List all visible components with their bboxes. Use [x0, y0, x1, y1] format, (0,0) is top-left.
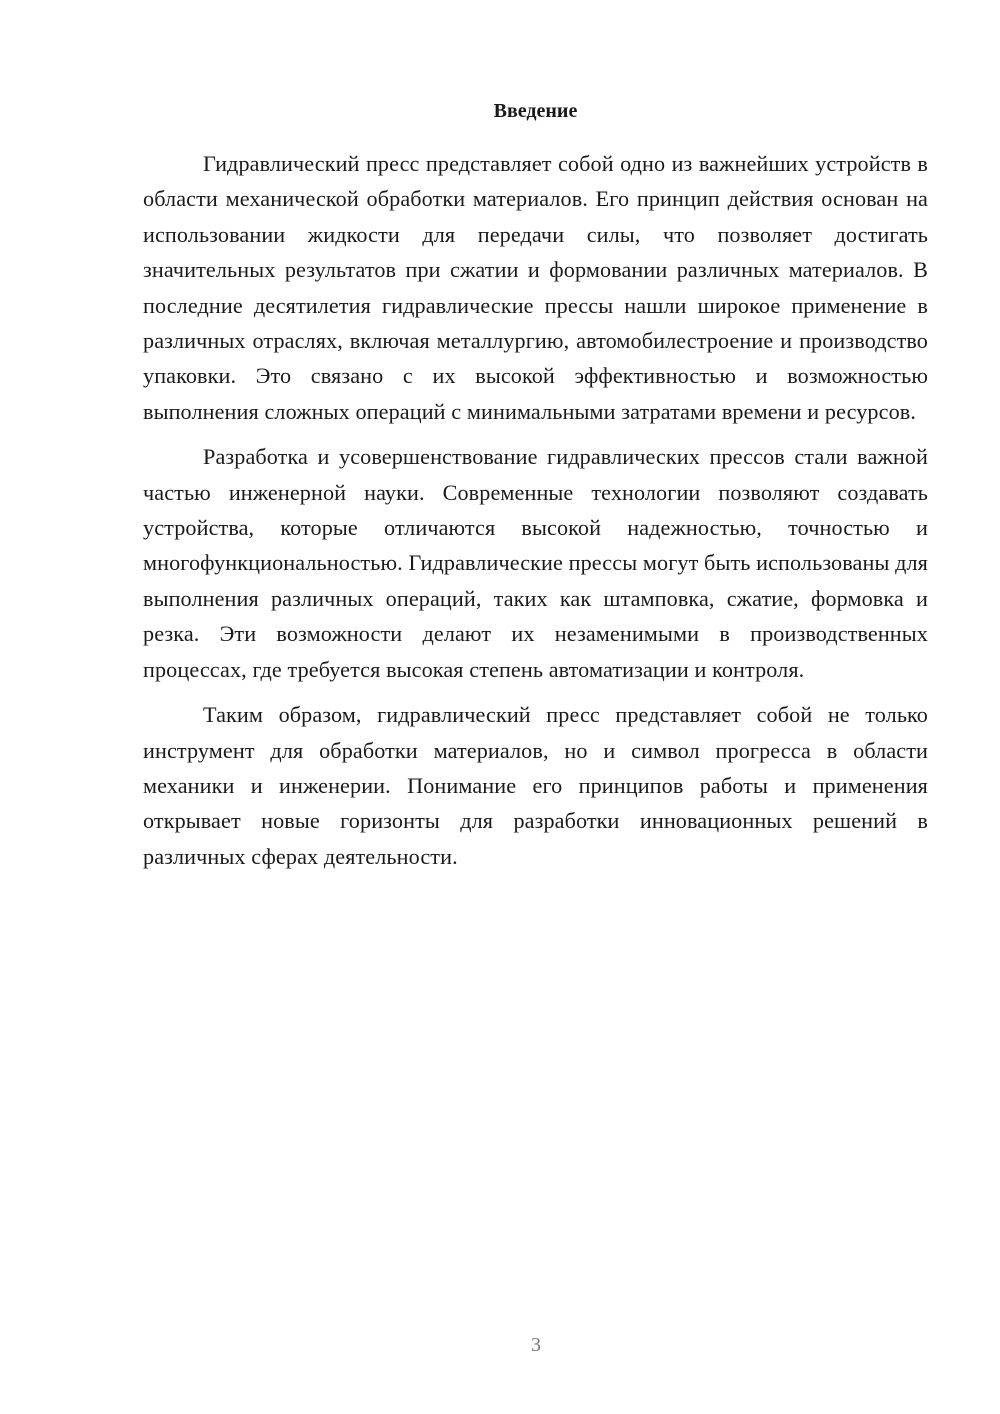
document-body [143, 96, 928, 874]
paragraph-development: Разработка и усовершенствование гидравлических прессов стали важной частью инженерной науки. Современные технологии позволяют создавать устройства, которые отличаются высокой надежностью, точностью и многофункциональностью. Гидравлические прессы могут быть использованы для выполнения различных операций, таких как штамповка, сжатие, формовка и резка. Эти возможности делают их незаменимыми в производственных процессах, где требуется высокая степень автоматизации и контроля. [143, 444, 928, 682]
section-title: Введение [493, 100, 578, 122]
page-number: 3 [531, 1334, 541, 1356]
paragraph-intro: Гидравлический пресс представляет собой одно из важнейших устройств в области механической обработки материалов. Его принцип действия основан на использовании жидкости для передачи силы, что позволяет достигать значительных результатов при сжатии и формовании различных материалов. В последние десятилетия гидравлические прессы нашли широкое применение в различных отраслях, включая металлургию, автомобилестроение и производство упаковки. Это связано с их высокой эффективностью и возможностью выполнения сложных операций с минимальными затратами времени и ресурсов. [143, 151, 928, 424]
paragraph-conclusion: Таким образом, гидравлический пресс представляет собой не только инструмент для обработки материалов, но и символ прогресса в области механики и инженерии. Понимание его принципов работы и применения открывает новые горизонты для разработки инновационных решений в различных сферах деятельности. [143, 702, 928, 869]
